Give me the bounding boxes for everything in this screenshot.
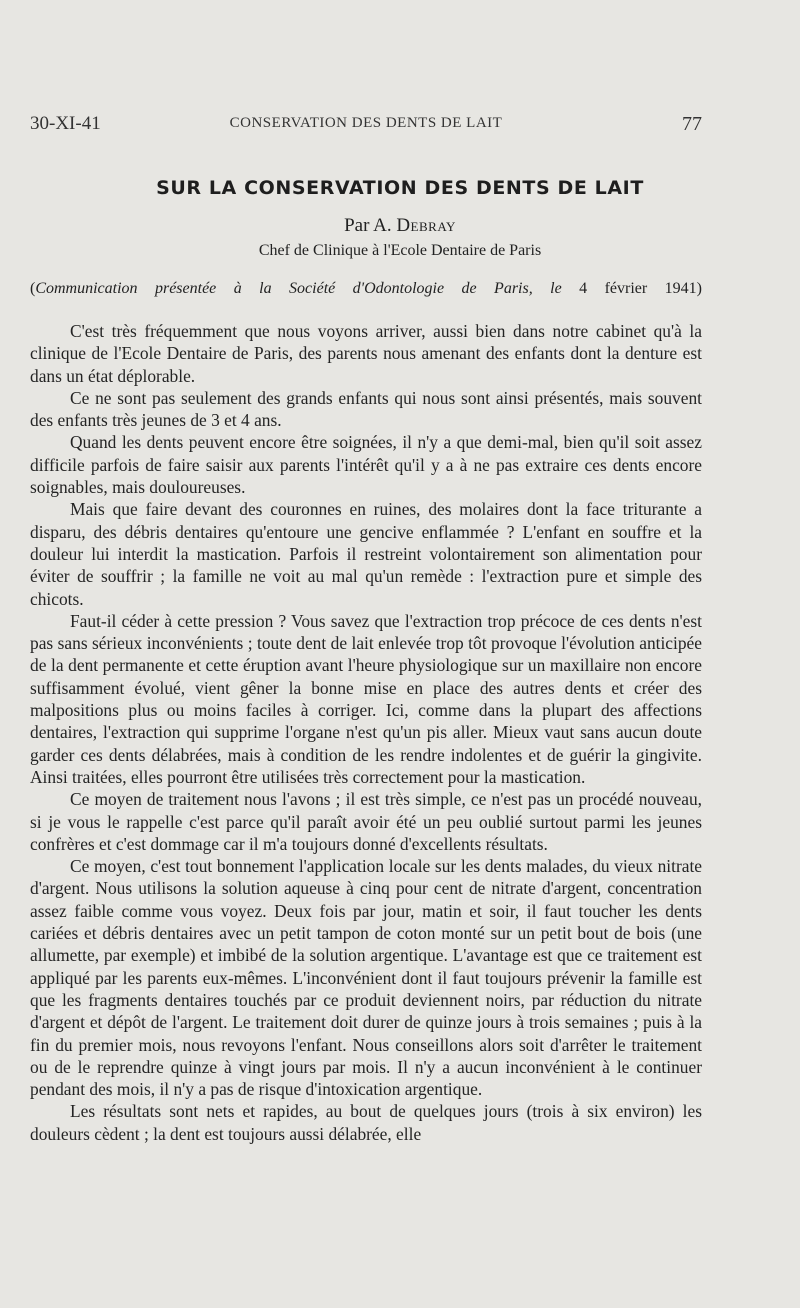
article-title: SUR LA CONSERVATION DES DENTS DE LAIT	[156, 177, 644, 199]
paragraph: Mais que faire devant des couronnes en ruines, des molaires dont la face triturante a disparu, des débris dentaires qu'entoure une gencive enflammée ? L'enfant en souffre et la douleur lui interdit la mastication. Parfois il restreint volontairement son alimentation pour éviter de souffrir ; la famille ne voit au mal qu'un remède : l'extraction pure et simple des chicots.	[30, 499, 702, 609]
article-body	[30, 320, 702, 1145]
author-line	[0, 215, 800, 237]
author-name: Debray	[396, 215, 456, 236]
communication-text: Communication présentée à la Société d'Odontologie de Paris, le	[35, 280, 562, 297]
communication-date: 4 février 1941	[579, 280, 697, 297]
author-prefix: Par A.	[344, 215, 392, 236]
issue-date: 30-XI-41	[30, 113, 101, 134]
author-affiliation: Chef de Clinique à l'Ecole Dentaire de Paris	[258, 242, 542, 259]
paragraph: Ce ne sont pas seulement des grands enfants qui nous sont ainsi présentés, mais souvent des enfants très jeunes de 3 et 4 ans.	[30, 387, 702, 431]
paragraph: Ce moyen de traitement nous l'avons ; il est très simple, ce n'est pas un procédé nouveau, si je vous le rappelle c'est parce qu'il paraît avoir été un peu oublié surtout parmi les jeunes confrères et c'est dommage car il m'a toujours donné d'excellents résultats.	[30, 789, 702, 854]
paragraph: C'est très fréquemment que nous voyons arriver, aussi bien dans notre cabinet qu'à la clinique de l'Ecole Dentaire de Paris, des parents nous amenant des enfants dont la denture est dans un état déplorable.	[30, 321, 702, 386]
running-head	[30, 113, 702, 137]
paragraph: Ce moyen, c'est tout bonnement l'application locale sur les dents malades, du vieux nitrate d'argent. Nous utilisons la solution aqueuse à cinq pour cent de nitrate d'argent, concentration assez faible comme vous voyez. Deux fois par jour, matin et soir, il faut toucher les dents cariées et débris dentaires avec un petit tampon de coton monté sur un petit bout de bois (une allumette, par exemple) et imbibé de la solution argentique. L'avantage est que ce traitement est appliqué par les parents eux-mêmes. L'inconvénient dont il faut toujours prévenir la famille est que les fragments dentaires touchés par ce produit deviennent noirs, par réduction du nitrate d'argent et dépôt de l'argent. Le traitement doit durer de quinze jours à trois semaines ; puis à la fin du premier mois, nous revoyons l'enfant. Nous conseillons alors soit d'arrêter le traitement ou de le reprendre quinze à vingt jours par mois. Il n'y a aucun inconvénient à le continuer pendant des mois, il n'y a pas de risque d'intoxication argentique.	[30, 856, 702, 1100]
paragraph: Faut-il céder à cette pression ? Vous savez que l'extraction trop précoce de ces dents n'est pas sans sérieux inconvénients ; toute dent de lait enlevée trop tôt provoque l'évolution anticipée de la dent permanente et cette éruption avant l'heure physiologique sur un maxillaire non encore suffisamment évolué, vient gêner la bonne mise en place des autres dents et créer des malpositions plus ou moins faciles à corriger. Ici, comme dans la plupart des affections dentaires, l'extraction qui supprime l'organe n'est qu'un pis aller. Mieux vaut sans aucun doute garder ces dents délabrées, mais à condition de les rendre indolentes et de guérir la gingivite. Ainsi traitées, elles pourront être utilisées très correctement pour la mastication.	[30, 610, 702, 787]
page-number: 77	[682, 113, 702, 135]
paragraph: Les résultats sont nets et rapides, au bout de quelques jours (trois à six environ) les douleurs cèdent ; la dent est toujours aussi délabrée, elle	[30, 1101, 702, 1144]
paragraph: Quand les dents peuvent encore être soignées, il n'y a que demi-mal, bien qu'il soit assez difficile parfois de faire saisir aux parents l'intérêt qu'il y a à ne pas extraire ces dents encore soignables, mais douloureuses.	[30, 432, 702, 498]
running-title: CONSERVATION DES DENTS DE LAIT	[229, 115, 503, 131]
communication-note: (Communication présentée à la Société d'Odontologie de Paris, le 4 février 1941)	[30, 280, 702, 297]
